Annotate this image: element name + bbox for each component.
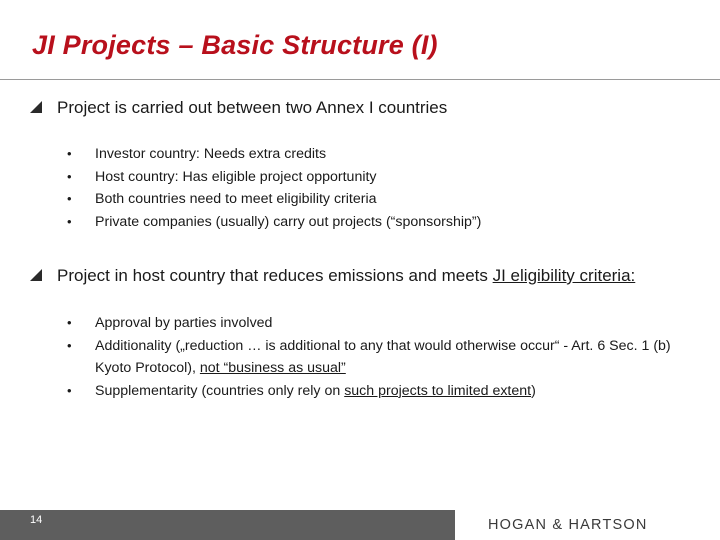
- brand-logo: HOGAN & HARTSON: [488, 517, 648, 533]
- arrow-bullet-icon: [30, 269, 42, 281]
- slide-title: JI Projects – Basic Structure (I): [32, 30, 438, 60]
- bullet-text: Supplementarity (countries only rely on: [95, 382, 345, 399]
- list-item: [30, 211, 700, 234]
- bullet-dot-icon: •: [67, 213, 72, 229]
- list-item: [30, 188, 700, 211]
- list-item: [30, 312, 685, 335]
- bullet-text: Host country: Has eligible project opportunity: [95, 168, 377, 185]
- section-annex-countries: [30, 97, 700, 233]
- section1-bullet-list: [30, 143, 700, 233]
- bullet-dot-icon: •: [67, 337, 72, 353]
- list-item: [30, 143, 700, 166]
- section2-heading-text: Project in host country that reduces emissions and meets: [57, 266, 493, 285]
- bullet-dot-icon: •: [67, 146, 72, 161]
- list-item: [30, 166, 700, 189]
- bullet-text-underlined: such projects to limited extent: [344, 382, 532, 399]
- section2-heading-underlined: JI eligibility criteria:: [492, 266, 636, 285]
- bullet-text: Private companies (usually) carry out projects (“sponsorship”): [95, 213, 482, 230]
- bullet-dot-icon: •: [67, 315, 72, 330]
- section-eligibility: [30, 265, 700, 402]
- page-number: 14: [30, 514, 43, 526]
- list-item: [30, 335, 685, 380]
- bullet-dot-icon: •: [67, 382, 72, 398]
- bullet-dot-icon: •: [67, 191, 72, 206]
- bullet-text: Additionality („reduction … is additional to any that would otherwise occur“ - Art. 6 Sec. 1 (b) Kyoto Protocol),: [95, 337, 671, 376]
- footer-bar: [0, 510, 455, 540]
- section1-heading-text: Project is carried out between two Annex I countries: [57, 98, 448, 117]
- arrow-bullet-icon: [30, 101, 42, 113]
- bullet-text: Both countries need to meet eligibility criteria: [95, 191, 377, 207]
- section2-heading: [30, 265, 657, 286]
- bullet-text-underlined: not “business as usual”: [199, 360, 346, 376]
- bullet-text: Investor country: Needs extra credits: [95, 146, 327, 162]
- bullet-text-end: ): [531, 382, 536, 399]
- section2-bullet-list: [30, 312, 685, 402]
- section1-heading: [30, 97, 700, 118]
- bullet-text: Approval by parties involved: [95, 315, 273, 331]
- list-item: [30, 380, 685, 403]
- bullet-dot-icon: •: [67, 168, 72, 184]
- title-divider: [0, 79, 720, 80]
